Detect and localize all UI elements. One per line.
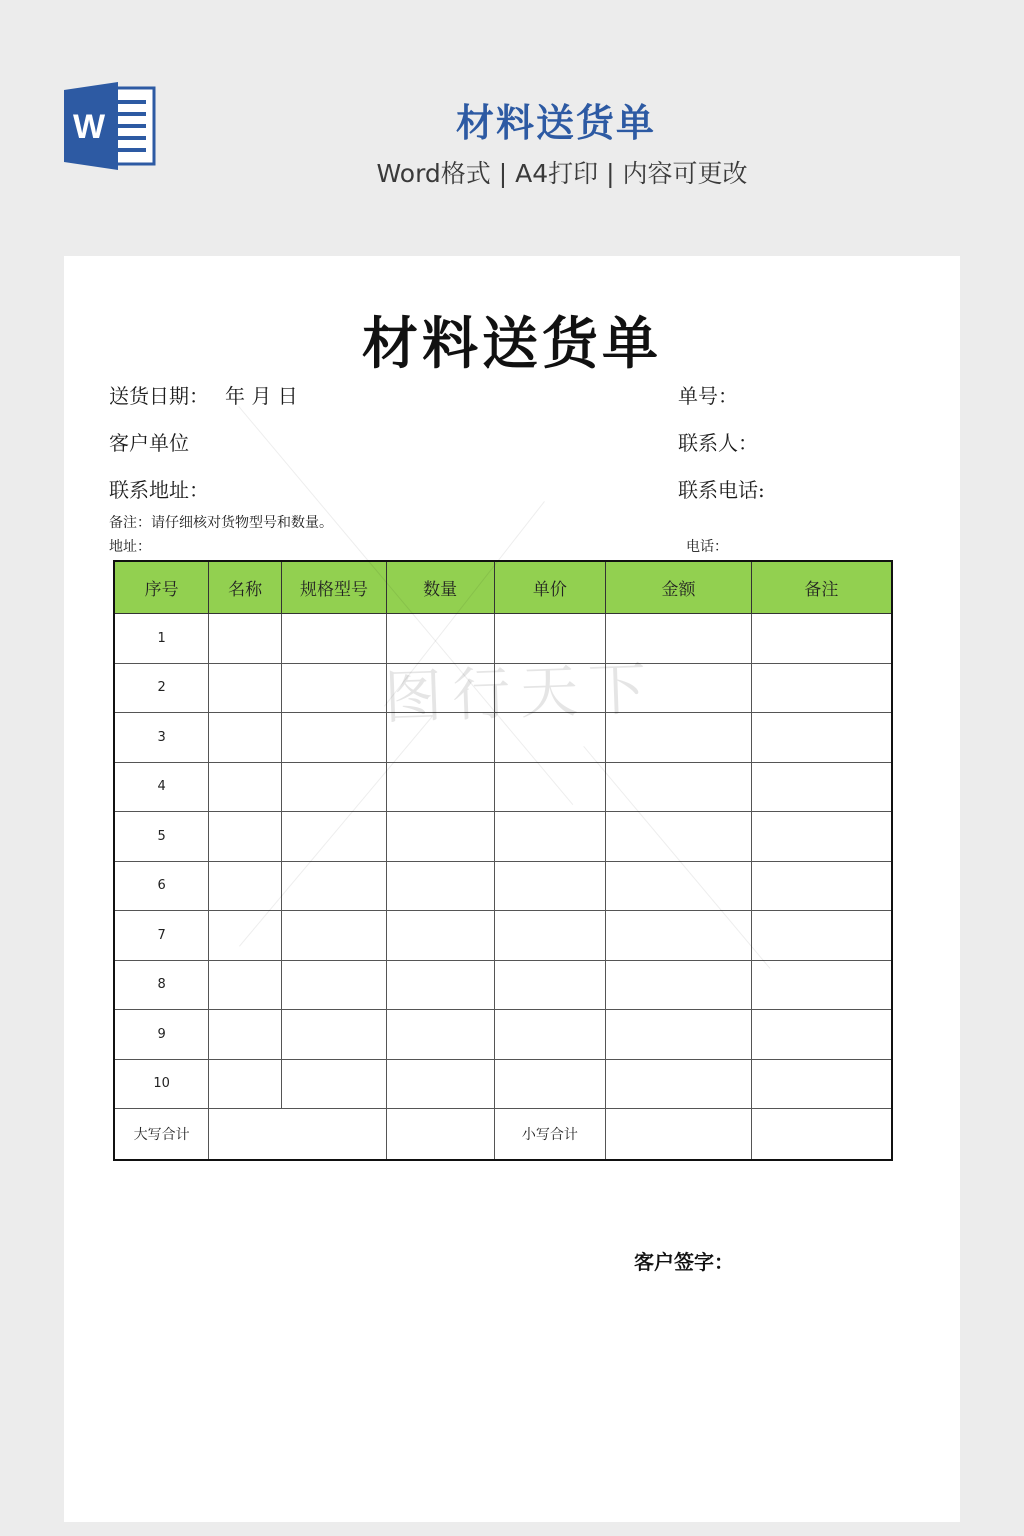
table-cell[interactable] <box>386 960 494 1010</box>
column-header: 规格型号 <box>282 561 387 614</box>
table-cell[interactable] <box>209 911 282 961</box>
word-icon <box>64 82 158 170</box>
table-cell[interactable] <box>494 812 606 862</box>
table-cell[interactable] <box>386 762 494 812</box>
table-row <box>114 812 892 862</box>
table-cell[interactable] <box>751 911 892 961</box>
table-cell[interactable] <box>282 1059 387 1109</box>
row-number: 7 <box>114 911 209 961</box>
table-cell[interactable] <box>751 713 892 763</box>
total-lowercase-value[interactable] <box>606 1109 752 1161</box>
table-cell[interactable] <box>606 614 752 664</box>
table-cell[interactable] <box>209 1010 282 1060</box>
table-cell[interactable] <box>209 861 282 911</box>
table-cell[interactable] <box>386 1010 494 1060</box>
column-header: 数量 <box>386 561 494 614</box>
svg-text:W: W <box>72 108 106 146</box>
row-number: 5 <box>114 812 209 862</box>
table-cell[interactable] <box>751 663 892 713</box>
table-cell[interactable] <box>606 911 752 961</box>
table-cell[interactable] <box>209 812 282 862</box>
customer-unit-label: 客户单位 <box>109 431 189 455</box>
table-row <box>114 1010 892 1060</box>
row-number: 8 <box>114 960 209 1010</box>
table-cell[interactable] <box>282 812 387 862</box>
table-cell[interactable] <box>494 614 606 664</box>
total-cell[interactable] <box>751 1109 892 1161</box>
table-cell[interactable] <box>282 713 387 763</box>
total-cell[interactable] <box>386 1109 494 1161</box>
table-cell[interactable] <box>282 762 387 812</box>
watermark: 图行天下 <box>383 654 658 732</box>
table-cell[interactable] <box>282 663 387 713</box>
table-cell[interactable] <box>209 614 282 664</box>
document-page <box>64 256 960 1522</box>
customer-signature-label: 客户签字： <box>634 1250 734 1274</box>
table-header-row <box>114 561 892 614</box>
table-cell[interactable] <box>494 762 606 812</box>
header-title: 材料送货单 <box>455 101 656 145</box>
page-header <box>0 0 1024 256</box>
table-row <box>114 861 892 911</box>
table-cell[interactable] <box>386 1059 494 1109</box>
table-cell[interactable] <box>751 762 892 812</box>
table-cell[interactable] <box>209 960 282 1010</box>
remark-note: 备注：请仔细核对货物型号和数量。 <box>109 515 333 531</box>
row-number: 6 <box>114 861 209 911</box>
table-cell[interactable] <box>606 762 752 812</box>
header-subtitle: Word格式 | A4打印 | 内容可更改 <box>376 159 748 188</box>
column-header: 名称 <box>209 561 282 614</box>
table-cell[interactable] <box>209 713 282 763</box>
column-header: 序号 <box>114 561 209 614</box>
table-row <box>114 1059 892 1109</box>
table-cell[interactable] <box>282 614 387 664</box>
contact-address-label: 联系地址： <box>109 478 209 502</box>
table-cell[interactable] <box>606 663 752 713</box>
table-cell[interactable] <box>606 861 752 911</box>
table-cell[interactable] <box>209 1059 282 1109</box>
row-number: 10 <box>114 1059 209 1109</box>
table-row <box>114 911 892 961</box>
contact-phone-label: 联系电话: <box>678 478 765 502</box>
column-header: 单价 <box>494 561 606 614</box>
table-cell[interactable] <box>209 663 282 713</box>
address-note: 地址： <box>109 539 151 555</box>
table-cell[interactable] <box>751 812 892 862</box>
row-number: 4 <box>114 762 209 812</box>
column-header: 备注 <box>751 561 892 614</box>
table-cell[interactable] <box>282 911 387 961</box>
column-header: 金额 <box>606 561 752 614</box>
table-cell[interactable] <box>494 911 606 961</box>
goods-table <box>113 560 893 1161</box>
table-cell[interactable] <box>386 713 494 763</box>
table-cell[interactable] <box>606 960 752 1010</box>
table-cell[interactable] <box>386 812 494 862</box>
row-number: 9 <box>114 1010 209 1060</box>
table-cell[interactable] <box>606 1010 752 1060</box>
table-cell[interactable] <box>282 960 387 1010</box>
total-lowercase-label: 小写合计 <box>494 1109 606 1161</box>
order-number-label: 单号： <box>678 384 738 408</box>
table-row <box>114 614 892 664</box>
table-cell[interactable] <box>494 1010 606 1060</box>
delivery-date-label: 送货日期： <box>109 384 209 408</box>
document-title: 材料送货单 <box>362 311 662 377</box>
table-cell[interactable] <box>386 663 494 713</box>
table-cell[interactable] <box>606 812 752 862</box>
table-row <box>114 663 892 713</box>
total-row <box>114 1109 892 1161</box>
delivery-date-parts: 年 月 日 <box>225 384 298 408</box>
row-number: 2 <box>114 663 209 713</box>
table-cell[interactable] <box>751 1059 892 1109</box>
table-cell[interactable] <box>494 861 606 911</box>
table-cell[interactable] <box>386 911 494 961</box>
table-cell[interactable] <box>494 960 606 1010</box>
row-number: 3 <box>114 713 209 763</box>
table-cell[interactable] <box>386 861 494 911</box>
contact-person-label: 联系人： <box>678 431 758 455</box>
table-cell[interactable] <box>209 762 282 812</box>
total-uppercase-label: 大写合计 <box>114 1109 209 1161</box>
table-cell[interactable] <box>282 1010 387 1060</box>
table-cell[interactable] <box>751 960 892 1010</box>
phone-note: 电话： <box>686 539 728 555</box>
table-cell[interactable] <box>751 614 892 664</box>
table-cell[interactable] <box>494 1059 606 1109</box>
table-cell[interactable] <box>751 1010 892 1060</box>
table-row <box>114 960 892 1010</box>
table-row <box>114 762 892 812</box>
table-cell[interactable] <box>386 614 494 664</box>
table-cell[interactable] <box>282 861 387 911</box>
table-cell[interactable] <box>606 1059 752 1109</box>
total-uppercase-value[interactable] <box>209 1109 387 1161</box>
table-cell[interactable] <box>494 663 606 713</box>
table-cell[interactable] <box>606 713 752 763</box>
row-number: 1 <box>114 614 209 664</box>
table-cell[interactable] <box>751 861 892 911</box>
